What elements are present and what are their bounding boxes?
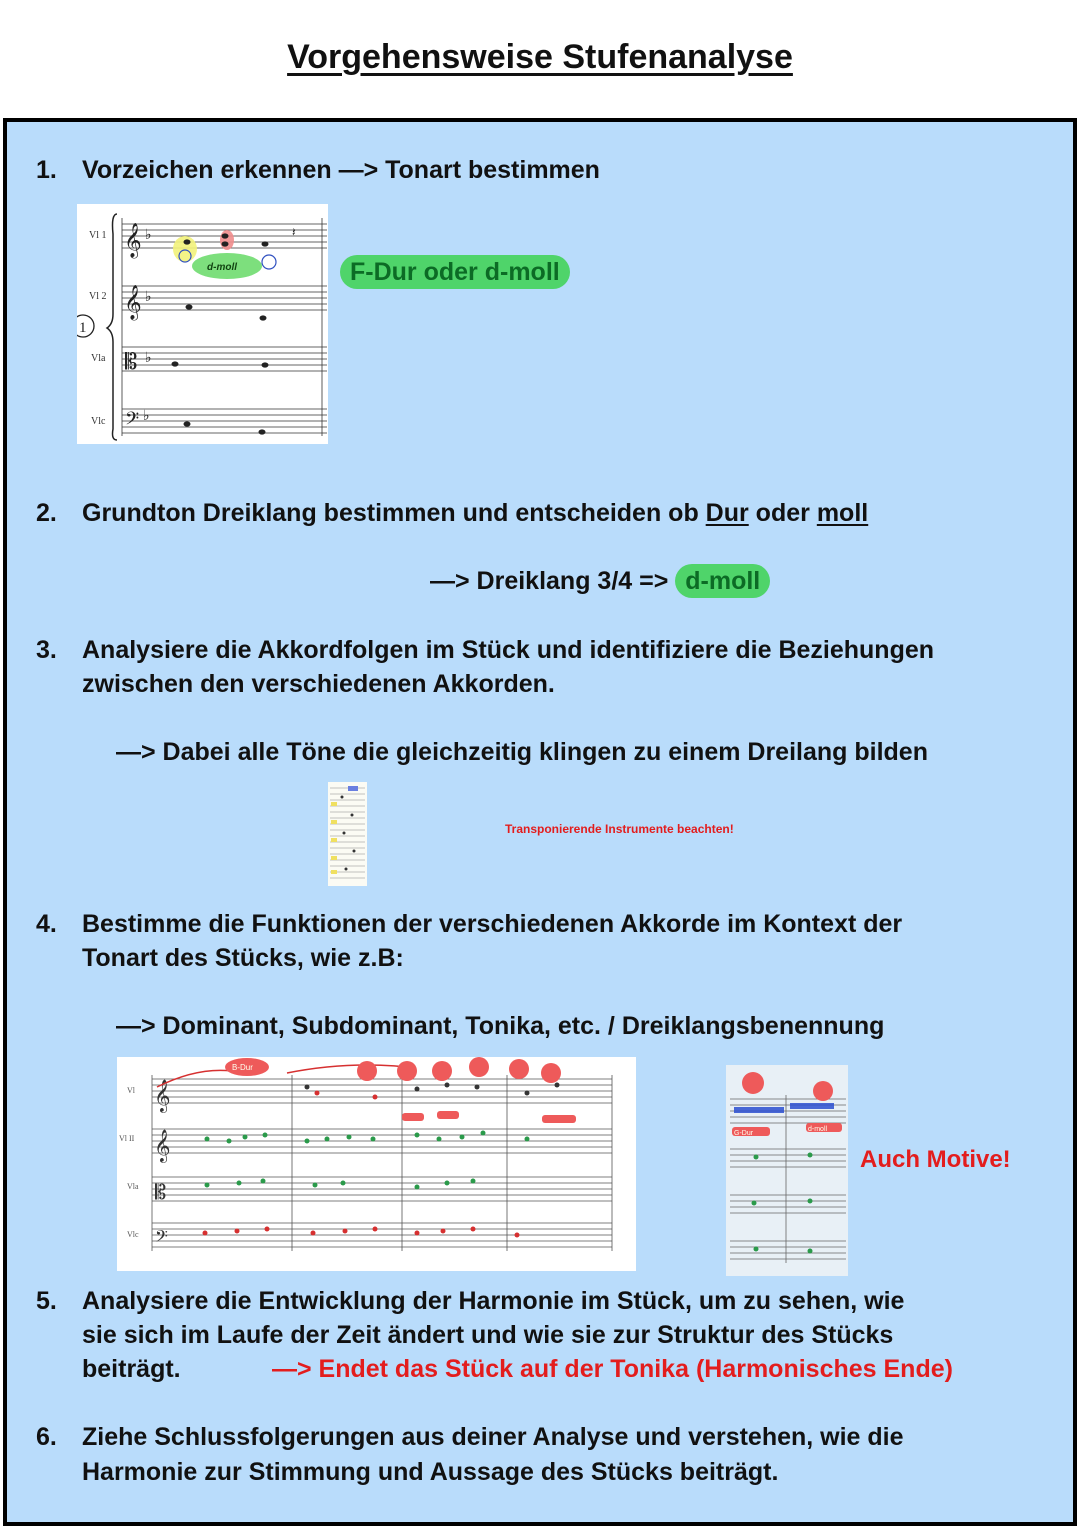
score-annotation: d-moll (207, 262, 237, 273)
step-3-number: 3. (36, 636, 57, 664)
step-3-sub: —> Dabei alle Töne die gleichzeitig klingen zu einem Dreilang bilden (116, 738, 928, 766)
step-3-line-1: Analysiere die Akkordfolgen im Stück und identifiziere die Beziehungen (82, 636, 935, 664)
staff-label: Vlc (91, 416, 106, 427)
score-excerpt-3 (726, 1065, 848, 1276)
staff-label: Vl (127, 1086, 135, 1095)
svg-text:𝄞: 𝄞 (154, 1129, 171, 1162)
step-2-sub (430, 564, 770, 598)
step-2-sub-text: —> Dreiklang 3/4 => (430, 567, 676, 595)
staff-label: Vl 1 (89, 230, 107, 241)
svg-text:𝄽: 𝄽 (292, 225, 296, 239)
score-excerpt-1 (77, 204, 328, 444)
svg-text:♭: ♭ (145, 227, 152, 243)
step-3-line-2: zwischen den verschiedenen Akkorden. (82, 670, 555, 698)
chord-annotation: d-moll (808, 1126, 828, 1133)
svg-text:𝄡: 𝄡 (155, 1180, 167, 1204)
step-6-line-2: Harmonie zur Stimmung und Aussage des Stücks beiträgt. (82, 1458, 779, 1486)
svg-text:♭: ♭ (145, 289, 152, 305)
step-1-number: 1. (36, 156, 57, 184)
moll-word: moll (816, 499, 869, 527)
step-6-number: 6. (36, 1423, 57, 1451)
svg-text:♭: ♭ (145, 350, 152, 366)
key-label (340, 255, 570, 289)
staff-label: Vl 2 (89, 291, 107, 302)
transposing-note: Transponierende Instrumente beachten! (505, 822, 734, 836)
step-4-line-2: Tonart des Stücks, wie z.B: (82, 944, 404, 972)
result-pill: d-moll (675, 564, 770, 598)
step-5-line-1: Analysiere die Entwicklung der Harmonie im Stück, um zu sehen, wie (82, 1287, 905, 1315)
step-1-text: Vorzeichen erkennen —> Tonart bestimmen (82, 156, 600, 184)
score-excerpt-2 (117, 1057, 636, 1271)
staff-label: Vlc (127, 1230, 139, 1239)
svg-text:𝄢: 𝄢 (125, 409, 140, 434)
svg-text:𝄞: 𝄞 (124, 285, 142, 320)
step-2-number: 2. (36, 499, 57, 527)
step-6-line-1: Ziehe Schlussfolgerungen aus deiner Analyse und verstehen, wie die (82, 1423, 904, 1451)
step-4-number: 4. (36, 910, 57, 938)
staff-label: Vla (91, 353, 106, 364)
dur-word: Dur (705, 499, 749, 527)
key-pill: F-Dur oder d-moll (340, 255, 570, 289)
step-5-conclusion: —> Endet das Stück auf der Tonika (Harmonisches Ende) (272, 1355, 953, 1383)
staff-label: Vla (127, 1182, 139, 1191)
svg-text:𝄞: 𝄞 (124, 223, 142, 258)
score-marker: 1 (79, 320, 87, 336)
step-5-line-2: sie sich im Laufe der Zeit ändert und wie sie zur Struktur des Stücks (82, 1321, 894, 1349)
step-5-line-3: beiträgt. (82, 1355, 181, 1383)
svg-text:♭: ♭ (143, 408, 150, 424)
step-5-number: 5. (36, 1287, 57, 1315)
step-4-sub: —> Dominant, Subdominant, Tonika, etc. / Dreiklangsbenennung (116, 1012, 885, 1040)
score-thumbnail (328, 782, 367, 886)
step-2-text-part: Grundton Dreiklang bestimmen und entscheiden ob (82, 499, 706, 527)
svg-text:𝄡: 𝄡 (125, 350, 138, 375)
motive-note: Auch Motive! (860, 1146, 1011, 1173)
chord-annotation: B-Dur (232, 1063, 253, 1072)
step-2-text (82, 496, 868, 530)
staff-label: Vl II (119, 1134, 135, 1143)
svg-text:𝄢: 𝄢 (155, 1226, 168, 1250)
step-2-text-part: oder (748, 499, 817, 527)
page-title: Vorgehensweise Stufenanalyse (287, 38, 793, 76)
svg-text:𝄞: 𝄞 (154, 1079, 171, 1112)
chord-annotation: G-Dur (734, 1130, 754, 1137)
step-4-line-1: Bestimme die Funktionen der verschiedenen Akkorde im Kontext der (82, 910, 903, 938)
